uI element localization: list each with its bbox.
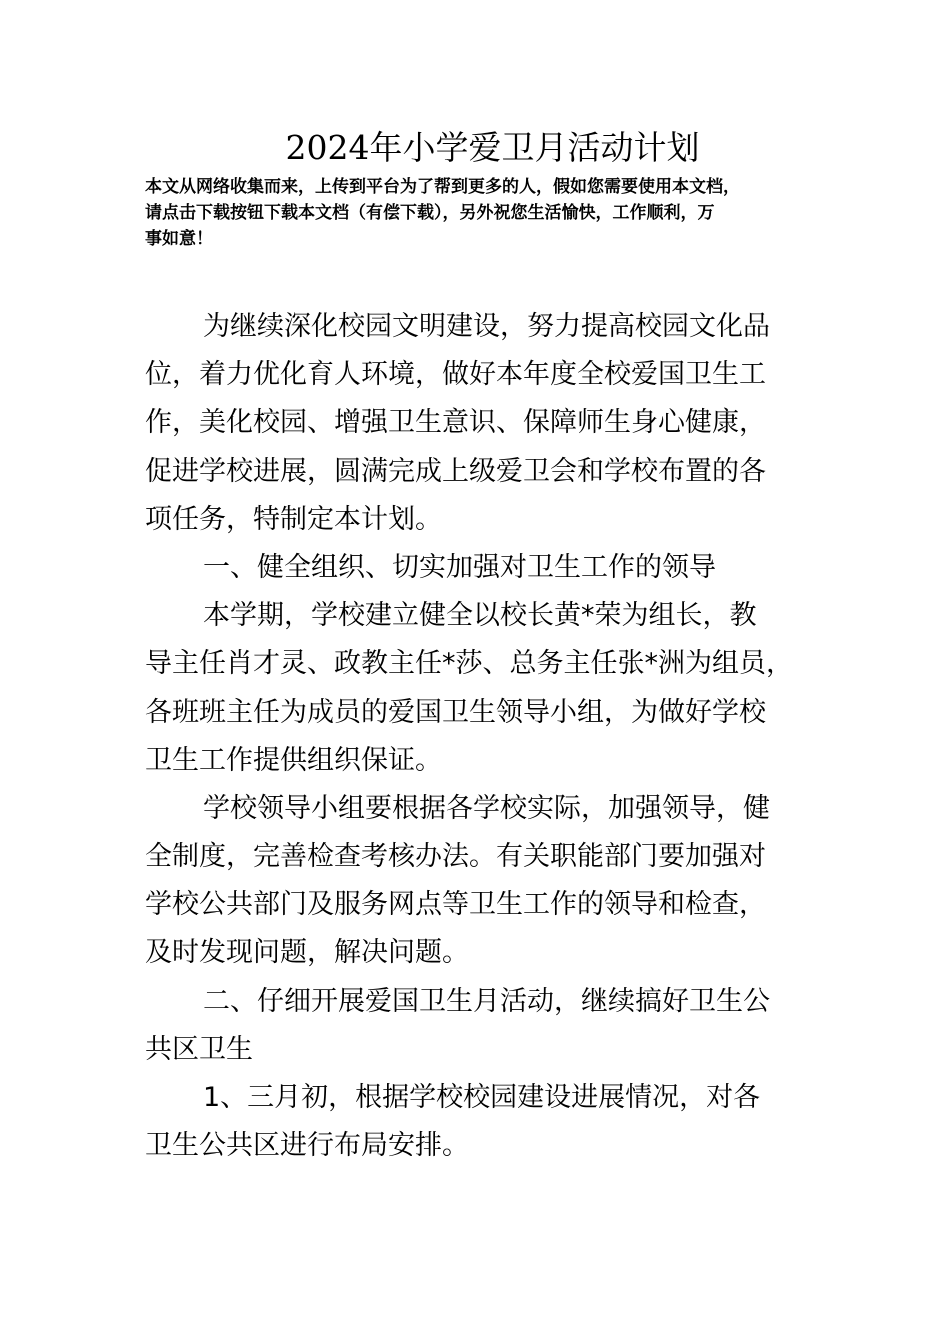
paragraph-line: 为继续深化校园文明建设，努力提高校园文化品 xyxy=(203,311,770,342)
download-notice xyxy=(145,174,825,252)
notice-line: 事如意！ xyxy=(145,229,213,249)
paragraph-line: 学校公共部门及服务网点等卫生工作的领导和检查， xyxy=(145,889,766,921)
paragraph-line: 各班班主任为成员的爱国卫生领导小组，为做好学校 xyxy=(145,696,766,728)
list-item: 1、三月初，根据学校校园建设进展情况，对各 xyxy=(203,1082,761,1113)
paragraph-line: 作，美化校园、增强卫生意识、保障师生身心健康， xyxy=(145,407,766,439)
list-item: 卫生公共区进行布局安排。 xyxy=(145,1130,469,1162)
paragraph-line: 项任务，特制定本计划。 xyxy=(145,503,442,535)
paragraph-line: 位，着力优化育人环境，做好本年度全校爱国卫生工 xyxy=(145,359,766,391)
paragraph-line: 全制度，完善检查考核办法。有关职能部门要加强对 xyxy=(145,841,766,873)
paragraph-line: 促进学校进展，圆满完成上级爱卫会和学校布置的各 xyxy=(145,455,766,487)
paragraph-line: 卫生工作提供组织保证。 xyxy=(145,744,442,776)
paragraph-line: 学校领导小组要根据各学校实际，加强领导，健 xyxy=(203,792,770,824)
document-title: 2024年小学爱卫月活动计划 xyxy=(285,128,700,167)
section-heading: 一、健全组织、切实加强对卫生工作的领导 xyxy=(203,551,716,583)
notice-line: 本文从网络收集而来，上传到平台为了帮到更多的人，假如您需要使用本文档， xyxy=(145,177,740,197)
document-body xyxy=(145,303,825,1170)
notice-line: 请点击下载按钮下载本文档（有偿下载），另外祝您生活愉快，工作顺利，万 xyxy=(145,203,715,223)
section-heading: 二、仔细开展爱国卫生月活动，继续搞好卫生公 xyxy=(203,985,770,1017)
section-heading: 共区卫生 xyxy=(145,1033,253,1065)
paragraph-line: 本学期，学校建立健全以校长黄*荣为组长，教 xyxy=(203,600,757,632)
paragraph-line: 导主任肖才灵、政教主任*莎、总务主任张*洲为组员， xyxy=(145,648,793,680)
paragraph-line: 及时发现问题，解决问题。 xyxy=(145,937,469,969)
